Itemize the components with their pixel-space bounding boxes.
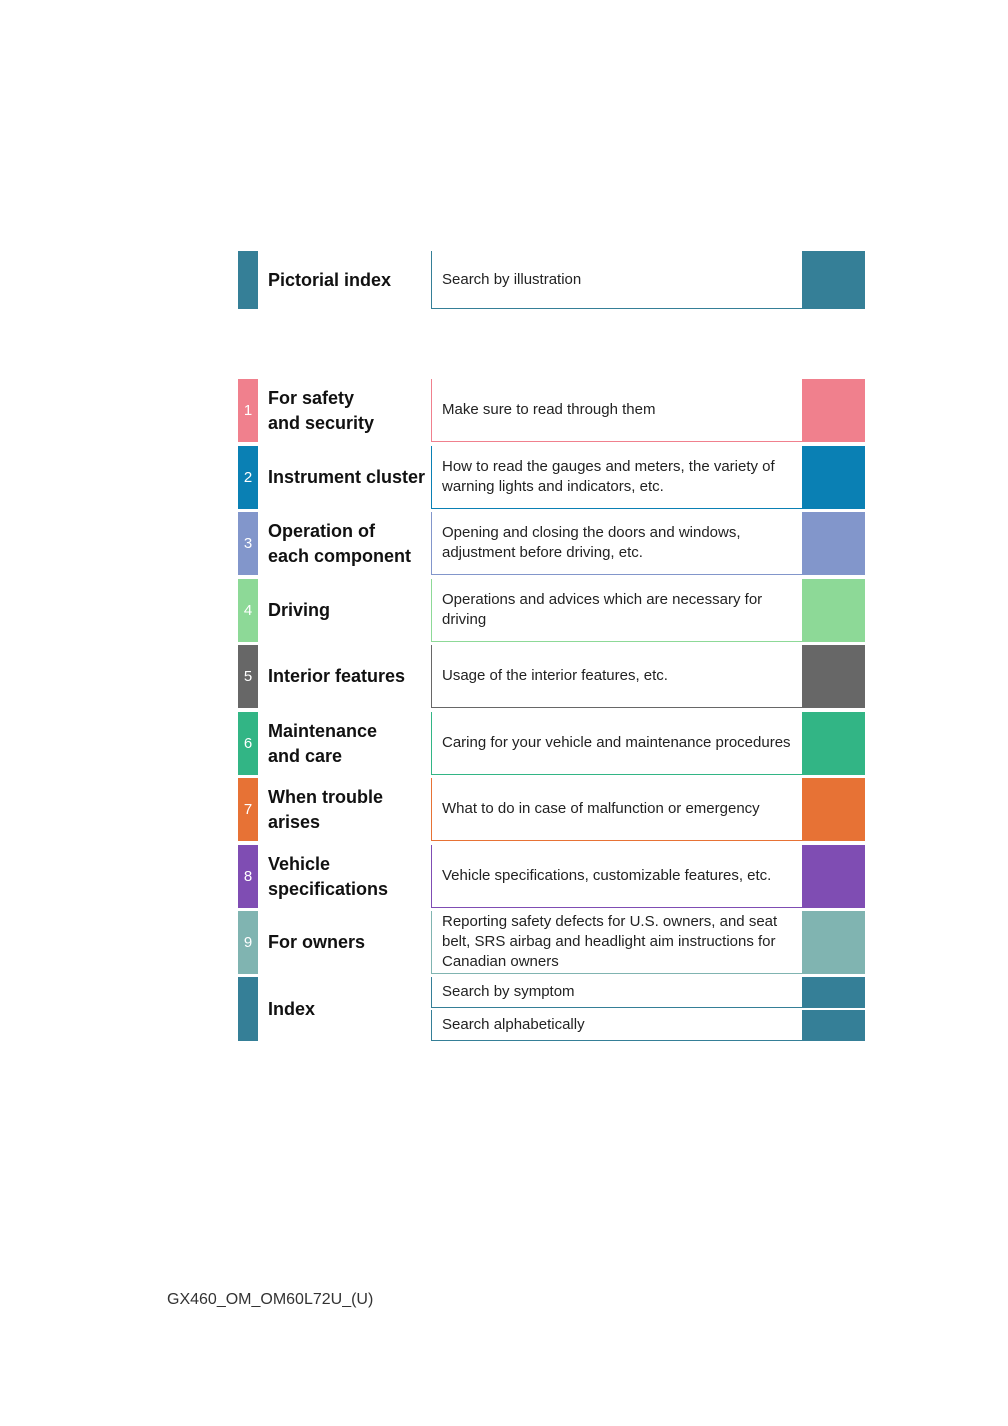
section-title: When trouble arises [268,786,383,832]
index-item-label: Search by symptom [431,977,802,1008]
section-color-swatch [802,379,865,442]
section-title: Operation of each component [268,520,412,566]
index-item-alphabetical[interactable] [431,1010,865,1041]
section-number-tab: 5 [238,645,258,708]
section-title: Vehicle specifications [268,853,389,899]
section-row[interactable] [238,579,865,642]
section-color-swatch [802,712,865,775]
index-item-label: Search alphabetically [431,1010,802,1041]
section-description: Make sure to read through them [431,379,802,442]
section-description: Usage of the interior features, etc. [431,645,802,708]
section-number-tab: 2 [238,446,258,509]
section-color-swatch [802,645,865,708]
section-title: Driving [268,600,331,620]
section-number-tab: 3 [238,512,258,575]
section-color-swatch [802,778,865,841]
pictorial-index-row[interactable] [238,251,865,309]
index-title: Index [268,998,316,1019]
section-title: For owners [268,932,366,952]
section-title: Maintenance and care [268,720,378,766]
section-row[interactable] [238,712,865,775]
index-row[interactable] [238,977,865,1041]
section-title: Instrument cluster [268,467,426,487]
section-title: Interior features [268,666,406,686]
section-row[interactable] [238,379,865,442]
section-color-swatch [802,579,865,642]
pictorial-index-tab [238,251,258,309]
section-description: Operations and advices which are necessary for driving [431,579,802,642]
section-description: How to read the gauges and meters, the variety of warning lights and indicators, etc. [431,446,802,509]
section-color-swatch [802,446,865,509]
section-row[interactable] [238,645,865,708]
pictorial-index-description: Search by illustration [431,251,802,309]
section-number-tab: 6 [238,712,258,775]
section-color-swatch [802,512,865,575]
section-number-tab: 9 [238,911,258,974]
section-color-swatch [802,911,865,974]
section-title: For safety and security [268,387,375,433]
section-color-swatch [802,845,865,908]
section-number-tab: 4 [238,579,258,642]
section-row[interactable] [238,778,865,841]
index-tab [238,977,258,1041]
document-code: GX460_OM_OM60L72U_(U) [167,1291,374,1308]
section-row[interactable] [238,446,865,509]
section-description: Caring for your vehicle and maintenance procedures [431,712,802,775]
section-description: Opening and closing the doors and windows, adjustment before driving, etc. [431,512,802,575]
section-row[interactable] [238,911,865,974]
index-item-swatch [802,1010,865,1041]
section-row[interactable] [238,845,865,908]
section-number-tab: 7 [238,778,258,841]
section-description: What to do in case of malfunction or emergency [431,778,802,841]
index-item-swatch [802,977,865,1008]
section-number-tab: 1 [238,379,258,442]
pictorial-index-swatch [802,251,865,309]
section-number-tab: 8 [238,845,258,908]
section-row[interactable] [238,512,865,575]
index-item-symptom[interactable] [431,977,865,1008]
section-description: Reporting safety defects for U.S. owners, and seat belt, SRS airbag and headlight aim instructions for Canadian owners [431,911,802,974]
section-description: Vehicle specifications, customizable features, etc. [431,845,802,908]
pictorial-index-title: Pictorial index [268,269,392,290]
